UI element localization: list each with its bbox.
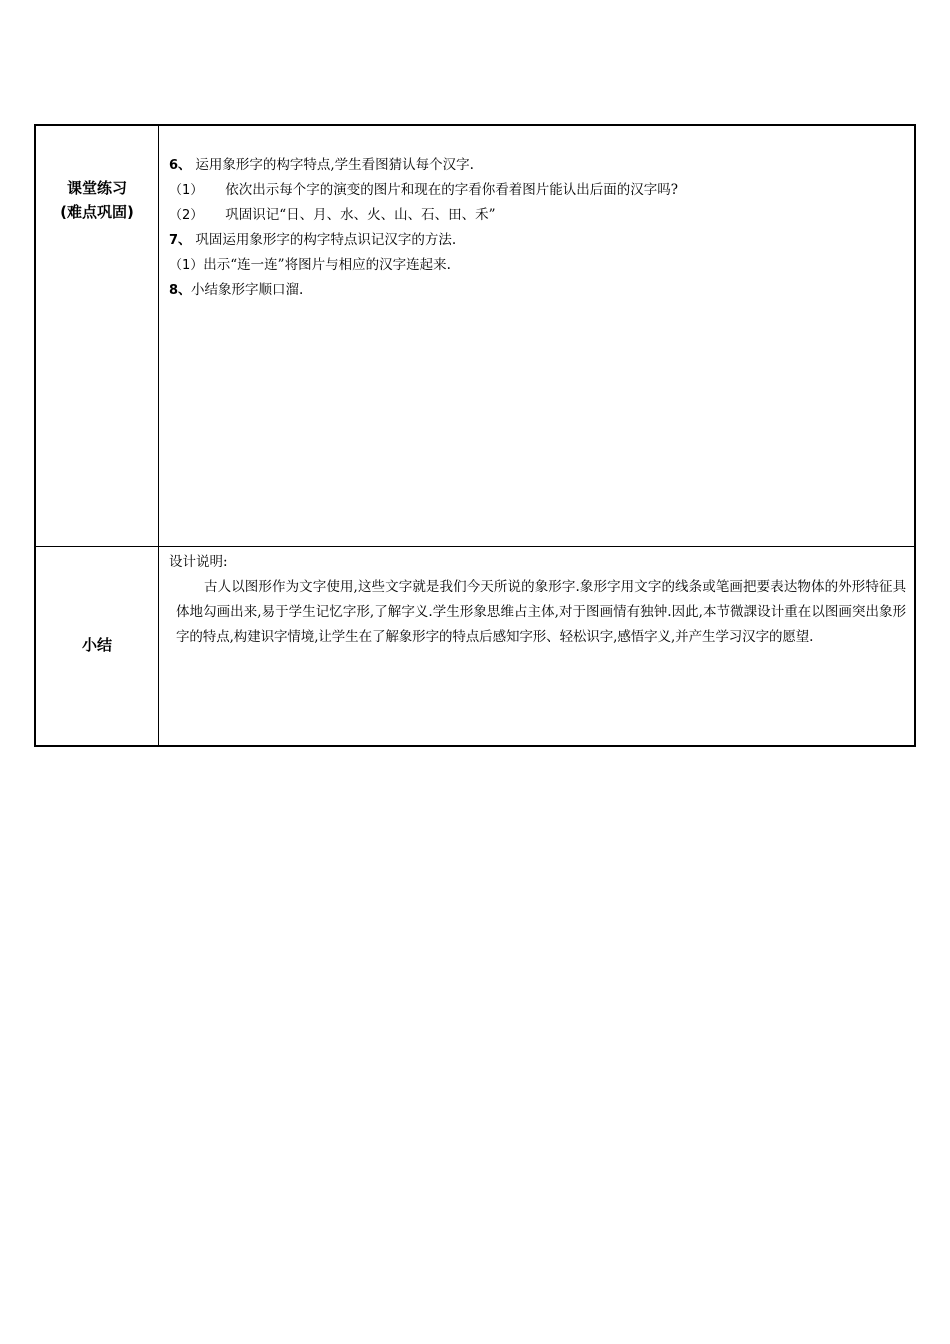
practice-item-7-1: （1）出示“连一连”将图片与相应的汉字连起来. bbox=[169, 257, 451, 273]
practice-label-subtitle: (难点巩固) bbox=[60, 203, 134, 221]
summary-content-cell bbox=[159, 547, 916, 747]
practice-content-cell bbox=[159, 125, 916, 547]
practice-item-7: 7、 巩固运用象形字的构字特点识记汉字的方法. bbox=[169, 232, 457, 248]
practice-item-6: 6、 运用象形字的构字特点,学生看图猜认每个汉字. bbox=[169, 157, 474, 173]
summary-label: 小结 bbox=[81, 636, 112, 654]
design-note-paragraph: 古人以图形作为文字使用,这些文字就是我们今天所说的象形字.象形字用文字的线条或笔画把要表达物体的外形特征具体地勾画出来,易于学生记忆字形,了解字义.学生形象思维占主体,对于图画情有独钟.因此,本节微課设计重在以图画突出象形字的特点,构建识字情境,让学生在了解象形字的特点后感知字形、轻松识字,感悟字义,并产生学习汉字的愿望. bbox=[176, 579, 906, 645]
summary-row bbox=[35, 547, 915, 747]
practice-row bbox=[35, 125, 915, 547]
practice-label-title: 课堂练习 bbox=[66, 179, 127, 197]
summary-label-cell bbox=[35, 547, 159, 747]
practice-item-6-1: （1） 依次出示每个字的演变的图片和现在的字看你看着图片能认出后面的汉字吗? bbox=[169, 182, 679, 198]
practice-label-cell bbox=[35, 125, 159, 547]
lesson-plan-table bbox=[34, 124, 916, 747]
practice-item-6-2: （2） 巩固识记“日、月、水、火、山、石、田、禾” bbox=[169, 207, 496, 223]
design-note-heading: 设计说明: bbox=[169, 554, 228, 570]
practice-item-8: 8、小结象形字顺口溜. bbox=[169, 282, 304, 298]
